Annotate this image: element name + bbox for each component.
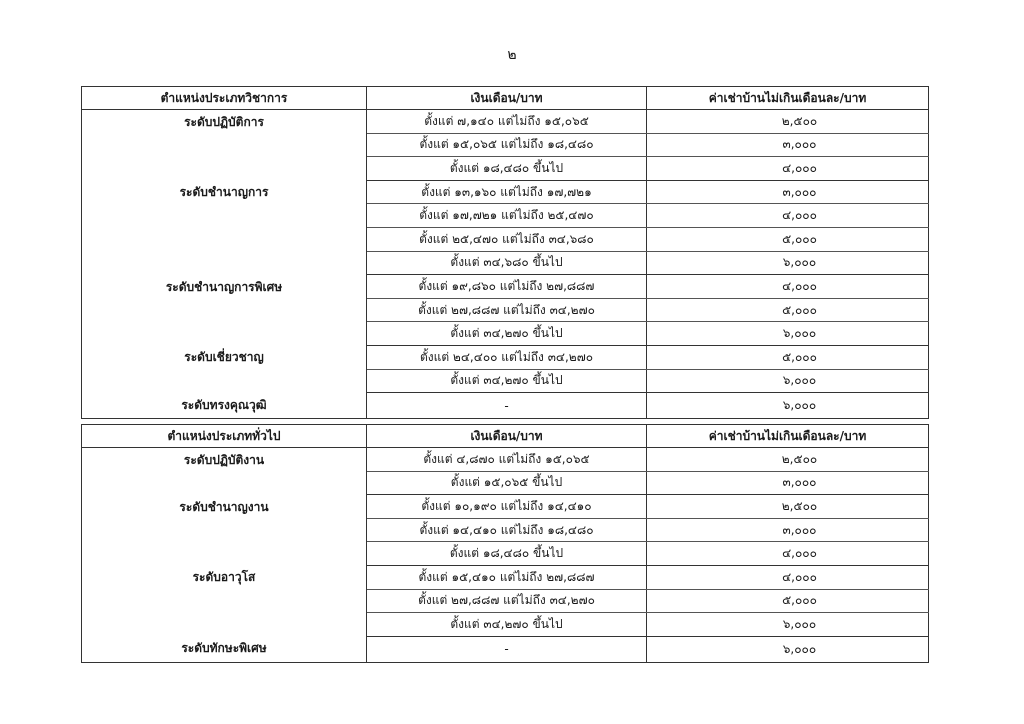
rent-amount-cell: ๓,๐๐๐ <box>647 471 929 495</box>
academic-position-table <box>81 86 929 419</box>
salary-range-cell: ตั้งแต่ ๑๗,๗๒๑ แต่ไม่ถึง ๒๕,๔๗๐ <box>367 204 647 228</box>
table-header-row <box>82 425 929 448</box>
rent-amount-cell: ๔,๐๐๐ <box>647 542 929 566</box>
level-cell: ระดับชำนาญงาน <box>82 495 367 566</box>
salary-range-cell: ตั้งแต่ ๒๗,๘๘๗ แต่ไม่ถึง ๓๔,๒๗๐ <box>367 298 647 322</box>
salary-range-cell: ตั้งแต่ ๓๔,๖๘๐ ขึ้นไป <box>367 251 647 275</box>
salary-range-cell: ตั้งแต่ ๔,๘๗๐ แต่ไม่ถึง ๑๕,๐๖๕ <box>367 448 647 472</box>
salary-range-cell: ตั้งแต่ ๓๔,๒๗๐ ขึ้นไป <box>367 613 647 637</box>
rent-amount-cell: ๔,๐๐๐ <box>647 275 929 299</box>
level-cell: ระดับชำนาญการพิเศษ <box>82 275 367 346</box>
rent-amount-cell: ๖,๐๐๐ <box>647 613 929 637</box>
header-salary: เงินเดือน/บาท <box>367 87 647 110</box>
general-position-table <box>81 424 929 663</box>
salary-range-cell: ตั้งแต่ ๑๙,๘๖๐ แต่ไม่ถึง ๒๗,๘๘๗ <box>367 275 647 299</box>
rent-amount-cell: ๕,๐๐๐ <box>647 298 929 322</box>
salary-range-cell: ตั้งแต่ ๑๕,๐๖๕ แต่ไม่ถึง ๑๘,๔๘๐ <box>367 133 647 157</box>
salary-range-cell: ตั้งแต่ ๑๓,๑๖๐ แต่ไม่ถึง ๑๗,๗๒๑ <box>367 180 647 204</box>
header-position: ตำแหน่งประเภททั่วไป <box>82 425 367 448</box>
salary-range-cell: ตั้งแต่ ๗,๑๔๐ แต่ไม่ถึง ๑๕,๐๖๕ <box>367 110 647 134</box>
rent-amount-cell: ๖,๐๐๐ <box>647 251 929 275</box>
rent-amount-cell: ๖,๐๐๐ <box>647 369 929 393</box>
level-cell: ระดับเชี่ยวชาญ <box>82 345 367 392</box>
level-cell: ระดับปฏิบัติการ <box>82 110 367 181</box>
rent-amount-cell: ๔,๐๐๐ <box>647 157 929 181</box>
header-rent: ค่าเช่าบ้านไม่เกินเดือนละ/บาท <box>647 425 929 448</box>
salary-range-cell: ตั้งแต่ ๑๕,๐๖๕ ขึ้นไป <box>367 471 647 495</box>
table-row <box>82 448 929 472</box>
salary-range-cell: ตั้งแต่ ๑๘,๔๘๐ ขึ้นไป <box>367 542 647 566</box>
table-header-row <box>82 87 929 110</box>
rent-amount-cell: ๖,๐๐๐ <box>647 393 929 419</box>
table-row <box>82 565 929 589</box>
rent-amount-cell: ๕,๐๐๐ <box>647 227 929 251</box>
salary-range-cell: ตั้งแต่ ๒๔,๔๐๐ แต่ไม่ถึง ๓๔,๒๗๐ <box>367 345 647 369</box>
salary-range-cell: ตั้งแต่ ๑๐,๑๙๐ แต่ไม่ถึง ๑๔,๔๑๐ <box>367 495 647 519</box>
rent-amount-cell: ๒,๕๐๐ <box>647 448 929 472</box>
salary-range-cell: ตั้งแต่ ๑๘,๔๘๐ ขึ้นไป <box>367 157 647 181</box>
table-row <box>82 636 929 662</box>
salary-range-cell: ตั้งแต่ ๑๕,๔๑๐ แต่ไม่ถึง ๒๗,๘๘๗ <box>367 565 647 589</box>
rent-amount-cell: ๔,๐๐๐ <box>647 565 929 589</box>
salary-range-cell: ตั้งแต่ ๒๕,๔๗๐ แต่ไม่ถึง ๓๔,๖๘๐ <box>367 227 647 251</box>
table-row <box>82 393 929 419</box>
level-cell: ระดับชำนาญการ <box>82 180 367 274</box>
salary-range-cell: ตั้งแต่ ๑๔,๔๑๐ แต่ไม่ถึง ๑๘,๔๘๐ <box>367 518 647 542</box>
level-cell: ระดับทรงคุณวุฒิ <box>82 393 367 419</box>
header-position: ตำแหน่งประเภทวิชาการ <box>82 87 367 110</box>
level-cell: ระดับอาวุโส <box>82 565 367 636</box>
table-row <box>82 345 929 369</box>
rent-amount-cell: ๓,๐๐๐ <box>647 518 929 542</box>
salary-range-cell: ตั้งแต่ ๒๗,๘๘๗ แต่ไม่ถึง ๓๔,๒๗๐ <box>367 589 647 613</box>
salary-range-cell: - <box>367 636 647 662</box>
rent-amount-cell: ๕,๐๐๐ <box>647 589 929 613</box>
rent-amount-cell: ๔,๐๐๐ <box>647 204 929 228</box>
header-rent: ค่าเช่าบ้านไม่เกินเดือนละ/บาท <box>647 87 929 110</box>
salary-range-cell: ตั้งแต่ ๓๔,๒๗๐ ขึ้นไป <box>367 322 647 346</box>
table-row <box>82 275 929 299</box>
rent-amount-cell: ๕,๐๐๐ <box>647 345 929 369</box>
level-cell: ระดับปฏิบัติงาน <box>82 448 367 495</box>
salary-range-cell: ตั้งแต่ ๓๔,๒๗๐ ขึ้นไป <box>367 369 647 393</box>
table-row <box>82 180 929 204</box>
table-row <box>82 110 929 134</box>
page-number: ๒ <box>507 47 517 63</box>
header-salary: เงินเดือน/บาท <box>367 425 647 448</box>
table-row <box>82 495 929 519</box>
rent-amount-cell: ๖,๐๐๐ <box>647 636 929 662</box>
rent-amount-cell: ๒,๕๐๐ <box>647 495 929 519</box>
rent-amount-cell: ๓,๐๐๐ <box>647 180 929 204</box>
rent-amount-cell: ๒,๕๐๐ <box>647 110 929 134</box>
rent-amount-cell: ๓,๐๐๐ <box>647 133 929 157</box>
salary-range-cell: - <box>367 393 647 419</box>
level-cell: ระดับทักษะพิเศษ <box>82 636 367 662</box>
rent-amount-cell: ๖,๐๐๐ <box>647 322 929 346</box>
